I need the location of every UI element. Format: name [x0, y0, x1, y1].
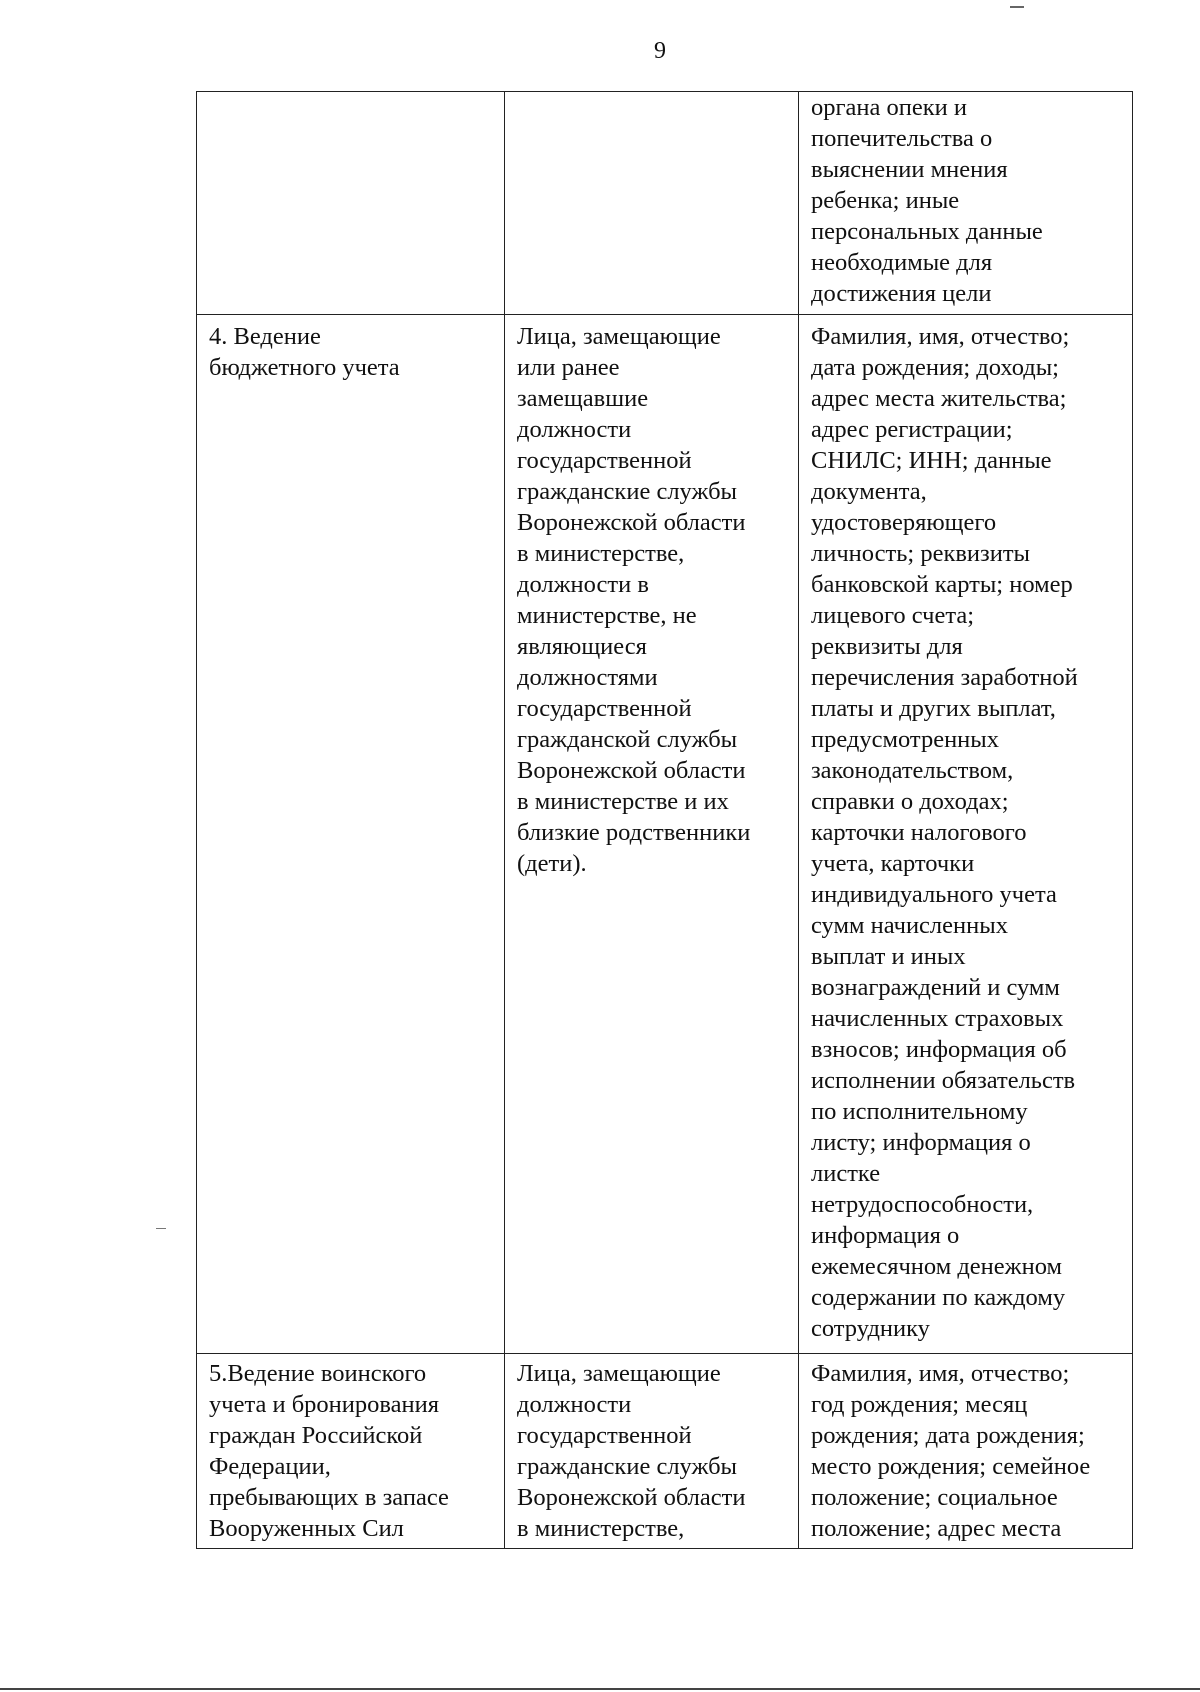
- data-categories-cell: Фамилия, имя, отчество; дата рождения; доходы; адрес места жительства; адрес регистрации; СНИЛС; ИНН; данные документа, удостоверяющего личность; реквизиты банковской карты; номер лицевого счета; реквизиты для перечисления заработной платы и других выплат, предусмотренных законодательством, справки о доходах; карточки налогового учета, карточки индивидуального учета сумм начисленных выплат и иных вознаграждений и сумм начисленных страховых взносов; информация об исполнении обязательств по исполнительному листу; информация о листке нетрудоспособности, информация о ежемесячном денежном содержании по каждому сотруднику: [799, 315, 1133, 1354]
- subjects-cell: Лица, замещающие или ранее замещавшие должности государственной гражданские службы Воронежской области в министерстве, должности в министерстве, не являющиеся должностями государственной гражданской службы Воронежской области в министерстве и их близкие родственники (дети).: [505, 315, 799, 1354]
- data-categories-cell: Фамилия, имя, отчество; год рождения; месяц рождения; дата рождения; место рождения; семейное положение; социальное положение; адрес места: [799, 1354, 1133, 1549]
- subjects-cell: [505, 92, 799, 315]
- scan-artifact-mark: [1010, 6, 1024, 8]
- table-row: [197, 1354, 1133, 1549]
- purpose-cell: [197, 92, 505, 315]
- personal-data-table: [196, 91, 1133, 1549]
- data-categories-cell: органа опеки и попечительства о выяснении мнения ребенка; иные персональных данные необходимые для достижения цели: [799, 92, 1133, 315]
- scan-edge-line: [0, 1688, 1200, 1690]
- table-row: [197, 315, 1133, 1354]
- table-row: [197, 92, 1133, 315]
- page-number: 9: [654, 38, 666, 64]
- scan-artifact-mark: [156, 1228, 166, 1229]
- subjects-cell: Лица, замещающие должности государственной гражданские службы Воронежской области в министерстве,: [505, 1354, 799, 1549]
- purpose-cell: 4. Ведение бюджетного учета: [197, 315, 505, 1354]
- purpose-cell: 5.Ведение воинского учета и бронирования граждан Российской Федерации, пребывающих в запасе Вооруженных Сил: [197, 1354, 505, 1549]
